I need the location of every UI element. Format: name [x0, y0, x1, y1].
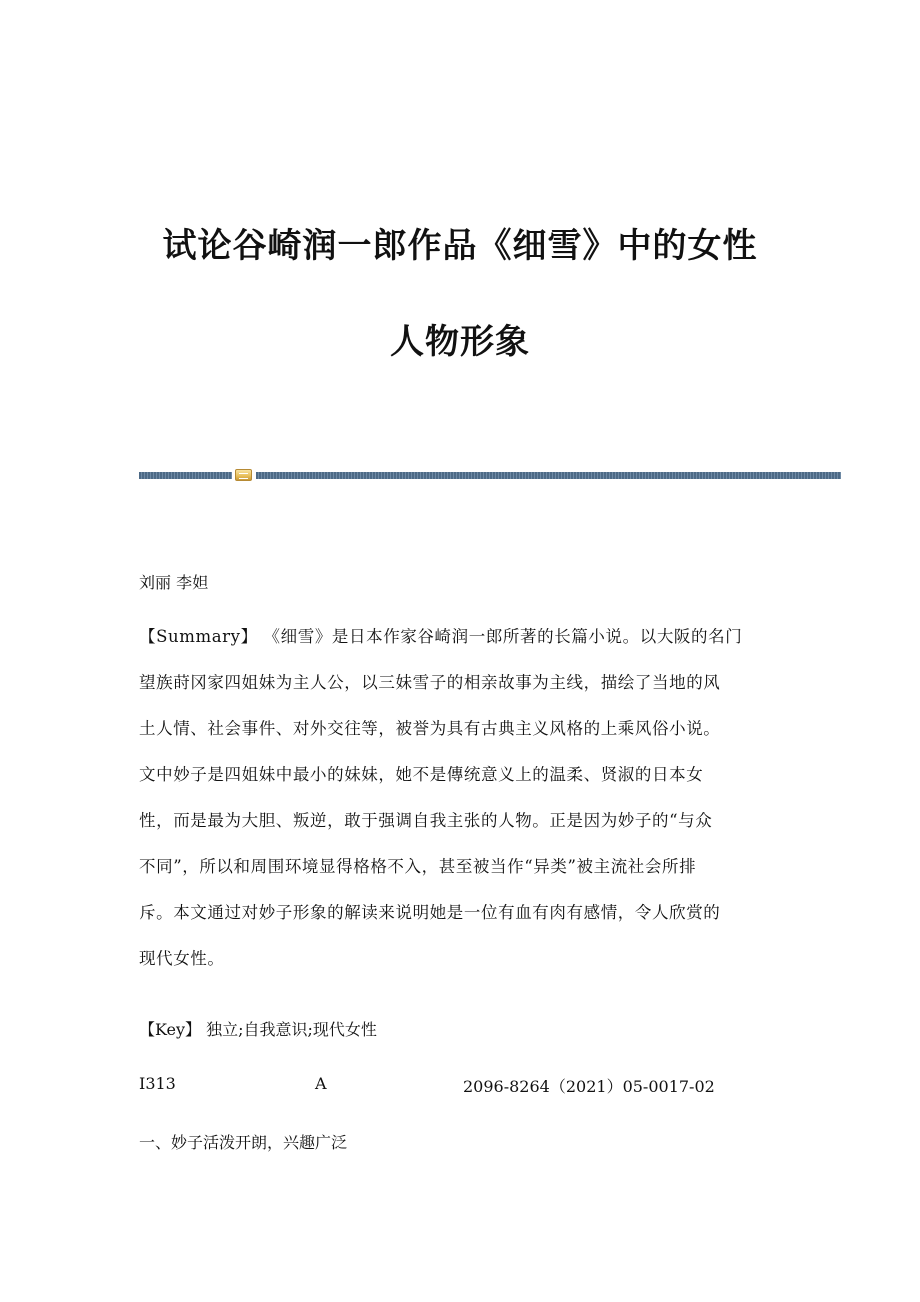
- summary-line: 望族莳冈家四姐妹为主人公，以三妹雪子的相亲故事为主线，描绘了当地的风: [139, 673, 721, 692]
- article-id: 2096-8264（2021）05-0017-02: [463, 1077, 715, 1096]
- keywords: 【Key】 独立;自我意识;现代女性: [139, 1020, 377, 1039]
- divider-bar-right: [256, 472, 841, 479]
- section-heading: 一、妙子活泼开朗，兴趣广泛: [139, 1133, 348, 1152]
- title-divider: [139, 468, 841, 482]
- summary-line: 土人情、社会事件、对外交往等，被誉为具有古典主义风格的上乘风俗小说。: [139, 719, 721, 738]
- summary-line: 斥。本文通过对妙子形象的解读来说明她是一位有血有肉有感情，令人欣赏的: [139, 903, 721, 922]
- page-title-line-2: 人物形象: [390, 322, 530, 362]
- page-title-line-1: 试论谷崎润一郎作品《细雪》中的女性: [162, 226, 758, 266]
- summary-paragraph: [139, 624, 779, 992]
- authors: 刘丽 李妲: [139, 573, 209, 592]
- summary-line: 性，而是最为大胆、叛逆，敢于强调自我主张的人物。正是因为妙子的“与众: [139, 811, 713, 830]
- summary-line: 不同”，所以和周围环境显得格格不入，甚至被当作“异类”被主流社会所排: [139, 857, 697, 876]
- summary-line: 【Summary】 《细雪》是日本作家谷崎润一郎所著的长篇小说。以大阪的名门: [139, 627, 743, 646]
- summary-line: 文中妙子是四姐妹中最小的妹妹，她不是傳统意义上的温柔、贤淑的日本女: [139, 765, 704, 784]
- summary-line: 现代女性。: [139, 949, 225, 968]
- classification-row: [139, 1074, 779, 1098]
- divider-bar-left: [139, 472, 232, 479]
- divider-ornament-icon: [235, 469, 252, 481]
- document-code: A: [315, 1074, 327, 1093]
- clc-number: I313: [139, 1074, 176, 1093]
